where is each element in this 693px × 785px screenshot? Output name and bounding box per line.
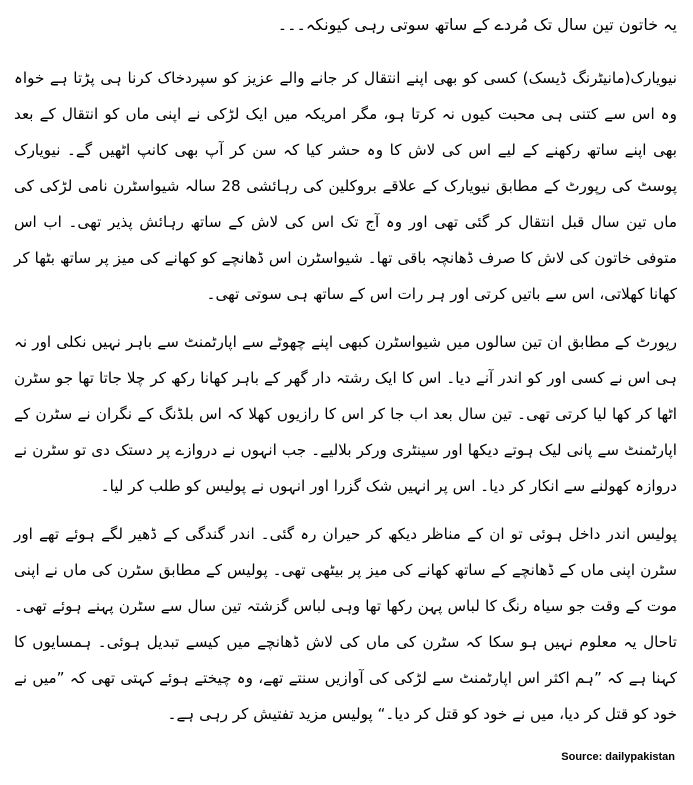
article-paragraph-3: پولیس اندر داخل ہوئی تو ان کے مناظر دیکھ کر حیران رہ گئی۔ اندر گندگی کے ڈھیر لگے ہوئے تھے اور سٹرن اپنی ماں کے ڈھانچے کے ساتھ کھانے کی میز پر بیٹھی تھی۔ پولیس کے مطابق سٹرن کی ماں نے اپنی موت کے وقت جو سیاہ رنگ کا لباس پہن رکھا تھا وہی لباس گزشتہ تین سال سے سٹرن پہنے ہوئے تھی۔ تاحال یہ معلوم نہیں ہو سکا کہ سٹرن کی ماں کی لاش ڈھانچے میں کیسے تبدیل ہوئی۔ ہمسایوں کا کہنا ہے کہ ”ہم اکثر اس اپارٹمنٹ سے لڑکی کی آوازیں سنتے تھے، وہ چیختے ہوئے کہتی تھی کہ ”میں نے خود کو قتل کر دیا، میں نے خود کو قتل کر دیا۔“ پولیس مزید تفتیش کر رہی ہے۔ [14,525,677,723]
article-headline: یہ خاتون تین سال تک مُردے کے ساتھ سوتی رہی کیونکہ۔۔۔ [277,15,677,34]
article-paragraph-1: نیویارک(مانیٹرنگ ڈیسک) کسی کو بھی اپنے انتقال کر جانے والے عزیز کو سپردخاک کرنا ہی پڑتا ہے خواہ وہ اس سے کتنی ہی محبت کیوں نہ کرتا ہو، مگر امریکہ میں ایک لڑکی نے اپنی ماں کو انتقال کے بعد بھی اپنے ساتھ رکھنے کے لیے اس کی لاش کا وہ حشر کیا کہ سن کر آپ بھی کانپ اٹھیں گے۔ نیویارک پوسٹ کی رپورٹ کے مطابق نیویارک کے علاقے بروکلین کی رہائشی 28 سالہ شیواسٹرن نامی لڑکی کی ماں تین سال قبل انتقال کر گئی تھی اور وہ آج تک اس کی لاش کے ساتھ رہائش پذیر تھی۔ اب اس متوفی خاتون کی لاش کا صرف ڈھانچہ باقی تھا۔ شیواسٹرن اس ڈھانچے کو کھانے کی میز پر ساتھ بٹھا کر کھانا کھلاتی، اس سے باتیں کرتی اور ہر رات اس کے ساتھ ہی سوتی تھی۔ [14,69,677,303]
article-paragraph-2: رپورٹ کے مطابق ان تین سالوں میں شیواسٹرن کبھی اپنے چھوٹے سے اپارٹمنٹ سے باہر نہیں نکلی اور نہ ہی اس نے کسی اور کو اندر آنے دیا۔ اس کا ایک رشتہ دار گھر کے باہر کھانا رکھ کر چلا جاتا تھا جو سٹرن اٹھا کر کھا لیا کرتی تھی۔ تین سال بعد اب جا کر اس کا رازیوں کھلا کہ اس بلڈنگ کے نگران نے سٹرن کے اپارٹمنٹ سے پانی لیک ہوتے دیکھا اور سینٹری ورکر بلالیے۔ جب انہوں نے دروازے پر دستک دی تو سٹرن نے دروازہ کھولنے سے انکار کر دیا۔ اس پر انہیں شک گزرا اور انہوں نے پولیس کو طلب کر لیا۔ [14,333,677,495]
source-credit: Source: dailypakistan [561,751,675,763]
